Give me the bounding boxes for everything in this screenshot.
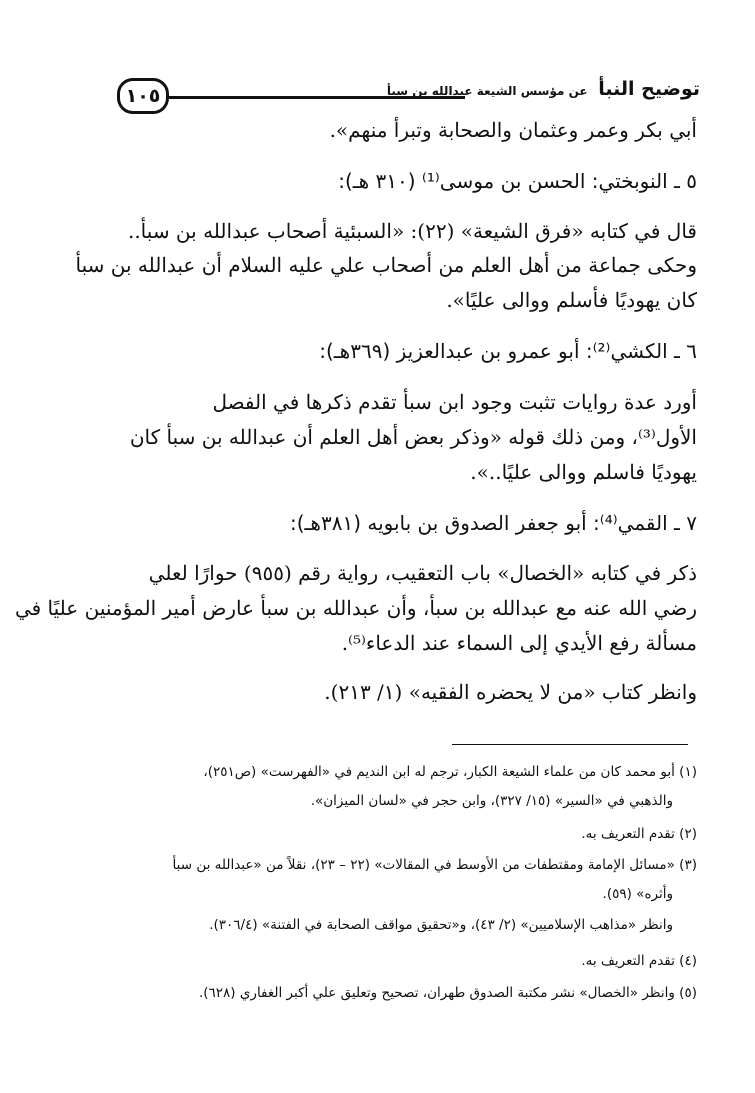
text-line: أورد عدة روايات تثبت وجود ابن سبأ تقدم ذكرها في الفصل <box>212 390 697 414</box>
text-line: رضي الله عنه مع عبدالله بن سبأ، وأن عبدالله بن سبأ عارض أمير المؤمنين عليًا في <box>14 596 697 620</box>
running-title <box>387 78 700 100</box>
footnote-3-see-also: وانظر «مذاهب الإسلاميين» (٢/ ٤٣)، و«تحقيق مواقف الصحابة في الفتنة» (٣٠٦/٤). <box>209 917 673 933</box>
text-line: وحكى جماعة من أهل العلم من أصحاب علي عليه السلام أن عبدالله بن سبأ <box>75 253 697 277</box>
footnote-5: (٥) وانظر «الخصال» نشر مكتبة الصدوق طهران، تصحيح وتعليق علي أكبر الغفاري (٦٢٨). <box>198 985 697 1001</box>
text-line: كان يهوديًا فأسلم ووالى عليًا». <box>446 288 697 312</box>
footnote-4: (٤) تقدم التعريف به. <box>581 953 697 969</box>
section-heading-nawbakhti: ٥ ـ النوبختي: الحسن بن موسى⁽¹⁾ (٣١٠ هـ): <box>338 169 697 193</box>
book-subtitle: عن مؤسس الشيعة عبدالله بن سبأ <box>386 84 588 98</box>
footnote-1: (١) أبو محمد كان من علماء الشيعة الكبار، ترجم له ابن النديم في «الفهرست» (ص٢٥١)، <box>203 764 697 780</box>
footnote-3-continued: وأثره» (٥٩). <box>602 886 673 902</box>
text-line: أبي بكر وعمر وعثمان والصحابة وتبرأ منهم». <box>329 118 697 142</box>
footnote-separator <box>452 744 688 745</box>
text-line: مسألة رفع الأيدي إلى السماء عند الدعاء⁽⁵⁾. <box>341 631 697 655</box>
page-header <box>95 74 700 110</box>
text-line: وانظر كتاب «من لا يحضره الفقيه» (١/ ٢١٣). <box>324 680 697 704</box>
text-line: قال في كتابه «فرق الشيعة» (٢٢): «السبئية أصحاب عبدالله بن سبأ.. <box>127 219 697 243</box>
footnote-1-continued: والذهبي في «السير» (١٥/ ٣٢٧)، وابن حجر في «لسان الميزان». <box>310 793 673 809</box>
footnote-3: (٣) «مسائل الإمامة ومقتطفات من الأوسط في المقالات» (٢٢ – ٢٣)، نقلاً من «عبدالله بن سبأ <box>172 857 697 873</box>
section-heading-kashshi: ٦ ـ الكشي⁽²⁾: أبو عمرو بن عبدالعزيز (٣٦٩هـ): <box>319 339 697 363</box>
text-line: يهوديًا فاسلم ووالى عليًا..». <box>470 460 697 484</box>
text-line: ذكر في كتابه «الخصال» باب التعقيب، رواية رقم (٩٥٥) حوارًا لعلي <box>148 561 697 585</box>
footnote-2: (٢) تقدم التعريف به. <box>581 826 697 842</box>
book-title: توضيح النبأ <box>598 78 700 100</box>
page-number: ١٠٥ <box>117 78 169 114</box>
text-line: الأول⁽³⁾، ومن ذلك قوله «وذكر بعض أهل العلم أن عبدالله بن سبأ كان <box>129 425 697 449</box>
section-heading-qummi: ٧ ـ القمي⁽⁴⁾: أبو جعفر الصدوق بن بابويه (٣٨١هـ): <box>290 511 697 535</box>
